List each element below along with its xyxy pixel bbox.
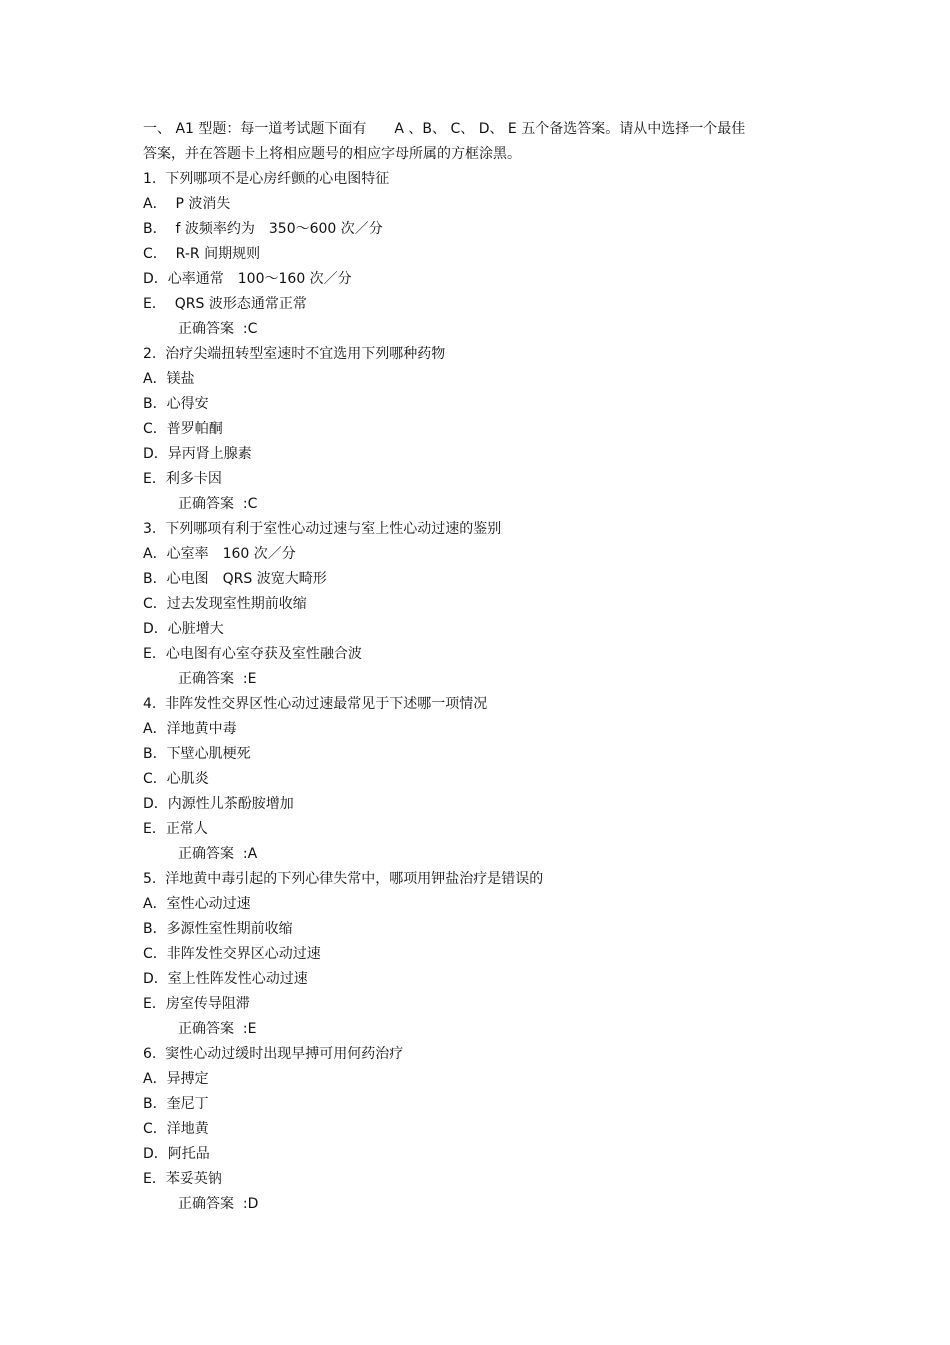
question-stem: 5. 洋地黄中毒引起的下列心律失常中，哪项用钾盐治疗是错误的 <box>143 871 544 887</box>
option-a: A．洋地黄中毒 <box>143 721 237 737</box>
option-e: E．心电图有心室夺获及室性融合波 <box>143 646 362 662</box>
correct-answer: 正确答案 :C <box>178 321 258 337</box>
option-e: E．利多卡因 <box>143 471 222 487</box>
question-stem: 3. 下列哪项有利于室性心动过速与室上性心动过速的鉴别 <box>143 521 502 537</box>
correct-answer: 正确答案 :E <box>178 1021 257 1037</box>
question-stem: 4. 非阵发性交界区性心动过速最常见于下述哪一项情况 <box>143 696 488 712</box>
option-e: E．苯妥英钠 <box>143 1171 222 1187</box>
question-block-3 <box>143 517 793 692</box>
option-d: D．内源性儿茶酚胺增加 <box>143 796 294 812</box>
question-block-4 <box>143 692 793 867</box>
option-a: A．异搏定 <box>143 1071 209 1087</box>
intro-line-2: 答案，并在答题卡上将相应题号的相应字母所属的方框涂黑。 <box>143 146 521 162</box>
option-a: A．室性心动过速 <box>143 896 251 912</box>
option-b: B．心电图 QRS 波宽大畸形 <box>143 571 327 587</box>
question-block-1 <box>143 167 793 342</box>
option-d: D．心率通常 100～160 次／分 <box>143 271 352 287</box>
option-c: C． R-R 间期规则 <box>143 246 261 262</box>
intro-line-1: 一、 A1 型题：每一道考试题下面有 A 、B、 C、 D、 E 五个备选答案。请从中选择一个最佳 <box>143 121 746 137</box>
option-c: C．洋地黄 <box>143 1121 209 1137</box>
option-d: D．异丙肾上腺素 <box>143 446 252 462</box>
option-d: D．心脏增大 <box>143 621 224 637</box>
option-a: A．心室率 160 次／分 <box>143 546 296 562</box>
option-c: C．非阵发性交界区心动过速 <box>143 946 321 962</box>
option-a: A．镁盐 <box>143 371 195 387</box>
correct-answer: 正确答案 :C <box>178 496 258 512</box>
question-block-5 <box>143 867 793 1042</box>
option-b: B．多源性室性期前收缩 <box>143 921 293 937</box>
option-b: B． f 波频率约为 350～600 次／分 <box>143 221 383 237</box>
question-block-6 <box>143 1042 793 1217</box>
correct-answer: 正确答案 :A <box>178 846 258 862</box>
question-stem: 2. 治疗尖端扭转型室速时不宜选用下列哪种药物 <box>143 346 446 362</box>
option-e: E．房室传导阻滞 <box>143 996 250 1012</box>
option-a: A． P 波消失 <box>143 196 231 212</box>
question-stem: 1. 下列哪项不是心房纤颤的心电图特征 <box>143 171 390 187</box>
option-b: B．下壁心肌梗死 <box>143 746 251 762</box>
option-d: D．室上性阵发性心动过速 <box>143 971 308 987</box>
option-b: B．心得安 <box>143 396 209 412</box>
option-c: C．过去发现室性期前收缩 <box>143 596 307 612</box>
option-e: E． QRS 波形态通常正常 <box>143 296 307 312</box>
option-d: D．阿托品 <box>143 1146 210 1162</box>
option-e: E．正常人 <box>143 821 208 837</box>
option-c: C．普罗帕酮 <box>143 421 223 437</box>
correct-answer: 正确答案 :E <box>178 671 257 687</box>
question-stem: 6. 窦性心动过缓时出现早搏可用何药治疗 <box>143 1046 404 1062</box>
exam-content <box>143 117 793 1217</box>
option-b: B．奎尼丁 <box>143 1096 209 1112</box>
correct-answer: 正确答案 :D <box>178 1196 259 1212</box>
section-intro <box>143 117 793 167</box>
question-block-2 <box>143 342 793 517</box>
option-c: C．心肌炎 <box>143 771 209 787</box>
